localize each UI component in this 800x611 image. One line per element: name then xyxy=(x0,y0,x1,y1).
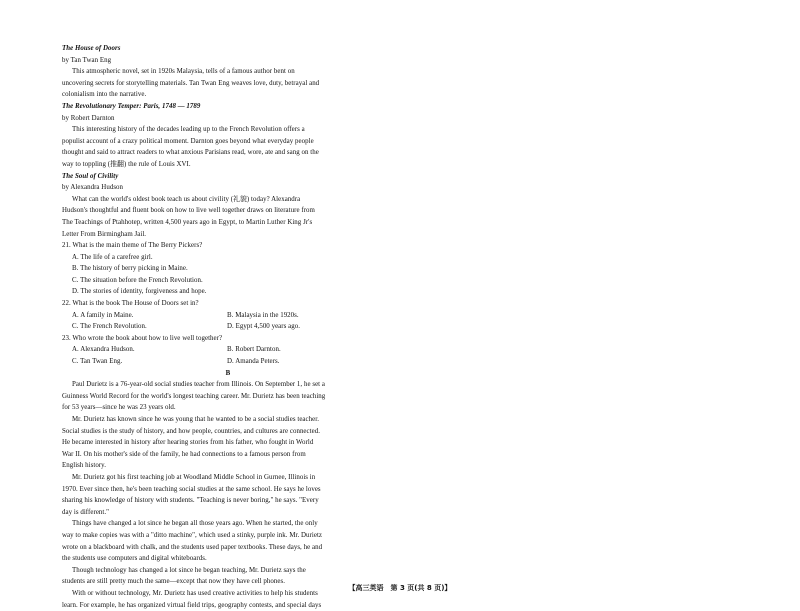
answer-option: A. The life of a carefree girl. xyxy=(62,252,394,264)
passage-line: Mr. Durietz got his first teaching job at Woodland Middle School in Gurnee, Illinois in xyxy=(62,472,394,484)
answer-option: A. A family in Maine. xyxy=(62,310,227,322)
book-description-line: uncovering secrets for storytelling materials. Tan Twan Eng weaves love, duty, betrayal and xyxy=(62,78,394,90)
passage-line: Paul Durietz is a 76-year-old social studies teacher from Illinois. On September 1, he set a xyxy=(62,379,394,391)
question-stem: 22. What is the book The House of Doors set in? xyxy=(62,298,394,310)
book-title: The Revolutionary Temper: Paris, 1748 — 1789 xyxy=(62,101,394,113)
book-description-line: What can the world's oldest book teach us about civility (礼貌) today? Alexandra xyxy=(62,194,394,206)
answer-option-row xyxy=(62,310,394,322)
answer-option: A. Alexandra Hudson. xyxy=(62,344,227,356)
book-description-line: Letter From Birmingham Jail. xyxy=(62,229,394,241)
book-title: The House of Doors xyxy=(62,43,394,55)
answer-option-row xyxy=(62,356,394,368)
answer-option: C. The French Revolution. xyxy=(62,321,227,333)
answer-option: B. Robert Darnton. xyxy=(227,344,394,356)
book-description-line: way to toppling (推翻) the rule of Louis XVI. xyxy=(62,159,394,171)
passage-line: English history. xyxy=(62,460,394,472)
book-description-line: The Teachings of Ptahhotep, written 4,500 years ago in Egypt, to Martin Luther King Jr's xyxy=(62,217,394,229)
passage-line: With or without technology, Mr. Durietz has used creative activities to help his students xyxy=(62,588,394,600)
passage-line: Things have changed a lot since he began all those years ago. When he started, the only xyxy=(62,518,394,530)
answer-option: B. The history of berry picking in Maine. xyxy=(62,263,394,275)
answer-option: C. The situation before the French Revolution. xyxy=(62,275,394,287)
book-description-line: Hudson's thoughtful and fluent book on how to live well together draws on literature from xyxy=(62,205,394,217)
page-footer: 【高三英语 第 3 页(共 8 页)】 xyxy=(0,583,800,593)
passage-line: He became interested in history after hearing stories from his father, who fought in World xyxy=(62,437,394,449)
passage-line: Mr. Durietz has known since he was young that he wanted to be a social studies teacher. xyxy=(62,414,394,426)
book-author: by Alexandra Hudson xyxy=(62,182,394,194)
answer-option: B. Malaysia in the 1920s. xyxy=(227,310,394,322)
section-heading: B xyxy=(62,368,394,380)
passage-line: wrote on a blackboard with chalk, and the students used paper textbooks. These days, he and xyxy=(62,542,394,554)
book-description-line: This atmospheric novel, set in 1920s Malaysia, tells of a famous author bent on xyxy=(62,66,394,78)
book-description-line: This interesting history of the decades leading up to the French Revolution offers a xyxy=(62,124,394,136)
answer-option: D. Egypt 4,500 years ago. xyxy=(227,321,394,333)
answer-option: C. Tan Twan Eng. xyxy=(62,356,227,368)
book-description-line: populist account of a crazy political moment. Darnton goes beyond what everyday people xyxy=(62,136,394,148)
answer-option-row xyxy=(62,321,394,333)
passage-line: way to make copies was with a "ditto machine", which used a stinky, purple ink. Mr. Durietz xyxy=(62,530,394,542)
answer-option-row xyxy=(62,344,394,356)
passage-line: sharing his knowledge of history with students. "Teaching is never boring," he says. "Every xyxy=(62,495,394,507)
book-author: by Tan Twan Eng xyxy=(62,55,394,67)
book-description-line: colonialism into the narrative. xyxy=(62,89,394,101)
passage-line: 1970. Ever since then, he's been teaching social studies at the same school. He says he loves xyxy=(62,484,394,496)
book-title: The Soul of Civility xyxy=(62,171,394,183)
passage-line: students are still pretty much the same—except that now they have cell phones. xyxy=(62,576,394,588)
answer-option: D. Amanda Peters. xyxy=(227,356,394,368)
book-description-line: thought and said to attract readers to what anxious Parisians read, wore, ate and sang on the xyxy=(62,147,394,159)
question-stem: 23. Who wrote the book about how to live well together? xyxy=(62,333,394,345)
passage-line: Guinness World Record for the world's longest teaching career. Mr. Durietz has been teaching xyxy=(62,391,394,403)
book-author: by Robert Darnton xyxy=(62,113,394,125)
passage-line: day is different." xyxy=(62,507,394,519)
passage-line: Social studies is the study of history, and how people, countries, and cultures are connected. xyxy=(62,426,394,438)
question-stem: 21. What is the main theme of The Berry Pickers? xyxy=(62,240,394,252)
passage-line: learn. For example, he has organized virtual field trips, geography contests, and special days xyxy=(62,600,394,611)
passage-line: the students use computers and digital whiteboards. xyxy=(62,553,394,565)
answer-option: D. The stories of identity, forgiveness and hope. xyxy=(62,286,394,298)
passage-line: War II. On his mother's side of the family, he had connections to a famous person from xyxy=(62,449,394,461)
passage-line: Though technology has changed a lot since he began teaching, Mr. Durietz says the xyxy=(62,565,394,577)
passage-line: for 53 years—since he was 23 years old. xyxy=(62,402,394,414)
page-content xyxy=(62,43,394,611)
